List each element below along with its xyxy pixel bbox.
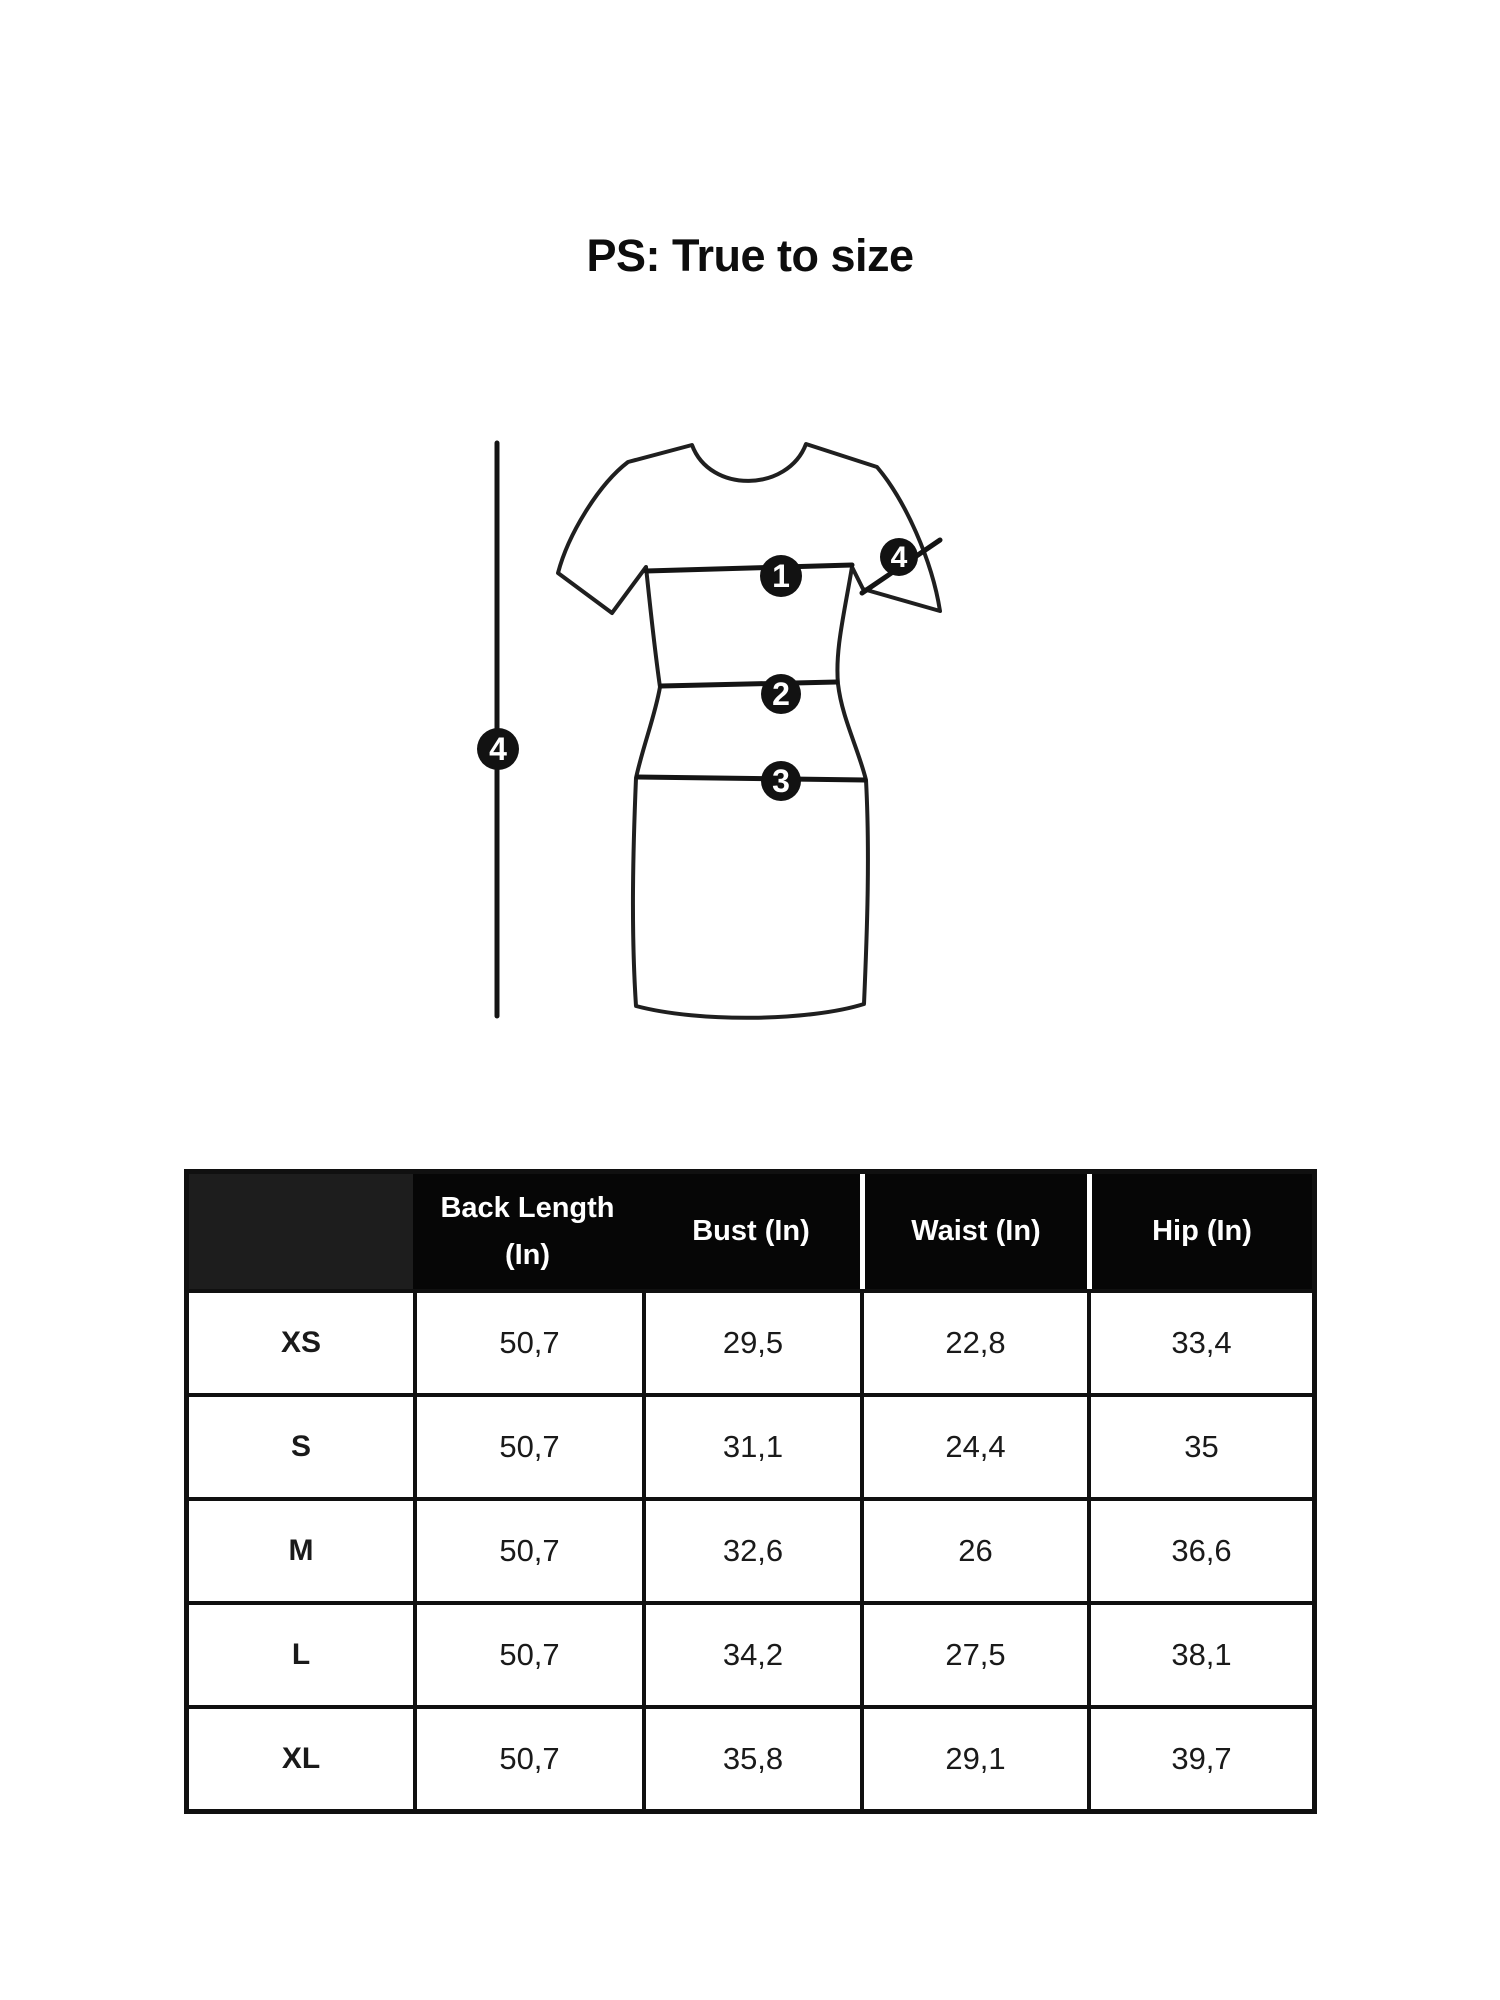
measurement-value: 50,7 (413, 1605, 642, 1705)
measurement-value: 35,8 (642, 1709, 860, 1809)
measurement-value: 50,7 (413, 1709, 642, 1809)
measurement-value: 29,5 (642, 1293, 860, 1393)
table-row (189, 1601, 1312, 1705)
table-row (189, 1497, 1312, 1601)
size-label: XS (280, 1326, 322, 1359)
measurement-value: 29,1 (860, 1709, 1087, 1809)
header-cell-empty (189, 1174, 413, 1289)
measurement-value: 34,2 (642, 1605, 860, 1705)
table-header-row (189, 1174, 1312, 1289)
table-row (189, 1289, 1312, 1393)
measurement-value: 35 (1087, 1397, 1312, 1497)
measurement-value: 39,7 (1087, 1709, 1312, 1809)
hip-line (637, 777, 865, 780)
measurement-value: 50,7 (413, 1293, 642, 1393)
hip-marker-number: 3 (772, 763, 790, 799)
measurement-value: 38,1 (1087, 1605, 1312, 1705)
waist-marker-number: 2 (772, 676, 790, 712)
dress-outline (558, 444, 940, 1018)
sleeve-marker-number: 4 (890, 541, 908, 574)
size-label: L (291, 1638, 311, 1671)
measurement-value: 50,7 (413, 1397, 642, 1497)
header-cell-back-length: Back Length (In) (413, 1174, 642, 1289)
page-title: PS: True to size (586, 230, 914, 281)
size-label: M (288, 1534, 314, 1567)
measurement-value: 50,7 (413, 1501, 642, 1601)
back-length-marker-number: 4 (489, 731, 507, 767)
header-cell-waist: Waist (In) (860, 1174, 1087, 1289)
size-chart-table (184, 1169, 1317, 1814)
measurement-value: 27,5 (860, 1605, 1087, 1705)
size-label: XL (281, 1742, 321, 1775)
measurement-value: 26 (860, 1501, 1087, 1601)
measurement-value: 36,6 (1087, 1501, 1312, 1601)
measurement-value: 33,4 (1087, 1293, 1312, 1393)
header-cell-bust: Bust (In) (642, 1174, 860, 1289)
size-label: S (290, 1430, 311, 1463)
measurement-value: 22,8 (860, 1293, 1087, 1393)
measurement-value: 31,1 (642, 1397, 860, 1497)
dress-measurement-diagram (420, 420, 980, 1040)
measurement-value: 32,6 (642, 1501, 860, 1601)
table-row (189, 1393, 1312, 1497)
table-row (189, 1705, 1312, 1809)
bust-marker-number: 1 (772, 558, 790, 594)
header-cell-hip: Hip (In) (1087, 1174, 1312, 1289)
measurement-value: 24,4 (860, 1397, 1087, 1497)
